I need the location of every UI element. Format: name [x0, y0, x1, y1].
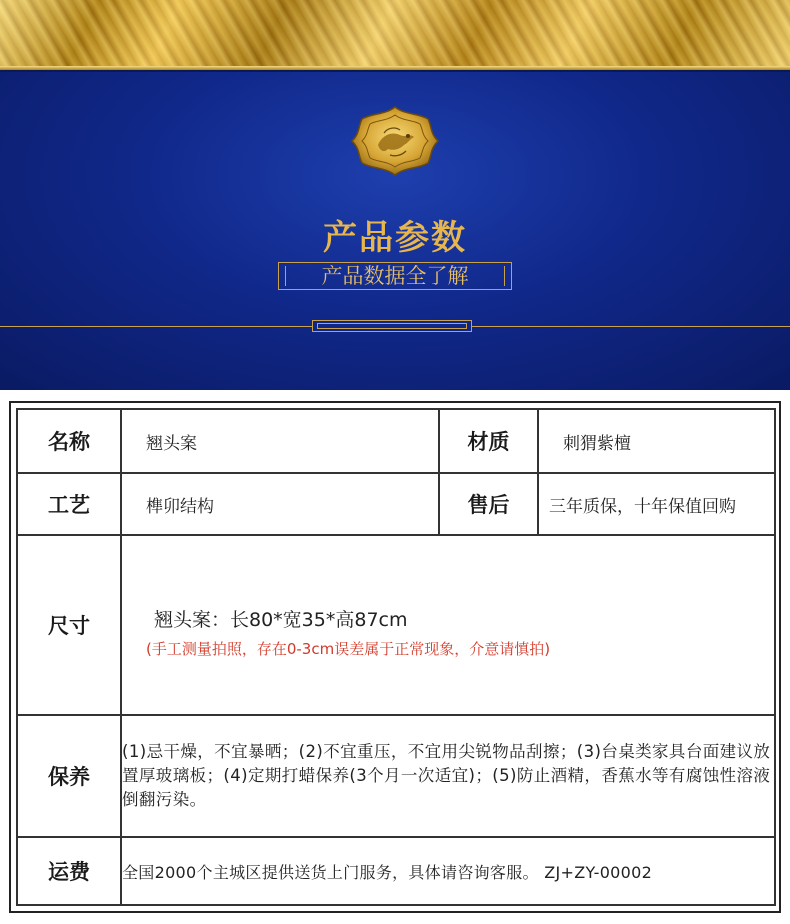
- ornament-rule-right: [472, 326, 790, 327]
- size-note: (手工测量拍照，存在0-3cm误差属于正常现象，介意请慎拍): [146, 640, 551, 658]
- dark-divider-line: [0, 70, 790, 72]
- parameter-banner: [0, 0, 790, 390]
- aftersale-value: 三年质保，十年保值回购: [538, 473, 775, 535]
- material-value: 刺猬紫檀: [538, 409, 775, 473]
- table-row: [17, 715, 775, 837]
- craft-label: 工艺: [17, 473, 121, 535]
- care-label: 保养: [17, 715, 121, 837]
- name-value: 翘头案: [121, 409, 439, 473]
- ornament-rule-center: [312, 320, 472, 332]
- gold-texture-strip: [0, 0, 790, 66]
- name-label: 名称: [17, 409, 121, 473]
- banner-subtitle: 产品数据全了解: [321, 264, 469, 288]
- shipping-label: 运费: [17, 837, 121, 905]
- table-row: [17, 473, 775, 535]
- table-row: [17, 535, 775, 715]
- material-label: 材质: [439, 409, 538, 473]
- care-value: (1)忌干燥，不宜暴晒；(2)不宜重压，不宜用尖锐物品刮擦；(3)台桌类家具台面建议放置厚玻璃板；(4)定期打蜡保养(3个月一次适宜)；(5)防止酒精，香蕉水等有腐蚀性溶液倒翻污染。: [121, 715, 775, 837]
- aftersale-label: 售后: [439, 473, 538, 535]
- size-cell: [121, 535, 775, 715]
- dragon-emblem-icon: [350, 105, 440, 177]
- parameter-table-frame: [9, 401, 781, 913]
- size-value: 翘头案：长80*宽35*高87cm: [154, 609, 408, 631]
- size-label: 尺寸: [17, 535, 121, 715]
- banner-title: 产品参数: [323, 218, 467, 258]
- shipping-value: 全国2000个主城区提供送货上门服务，具体请咨询客服。 ZJ+ZY-00002: [121, 837, 775, 905]
- parameter-table: [16, 408, 776, 906]
- table-row: [17, 837, 775, 905]
- craft-value: 榫卯结构: [121, 473, 439, 535]
- ornament-rule-left: [0, 326, 312, 327]
- table-row: [17, 409, 775, 473]
